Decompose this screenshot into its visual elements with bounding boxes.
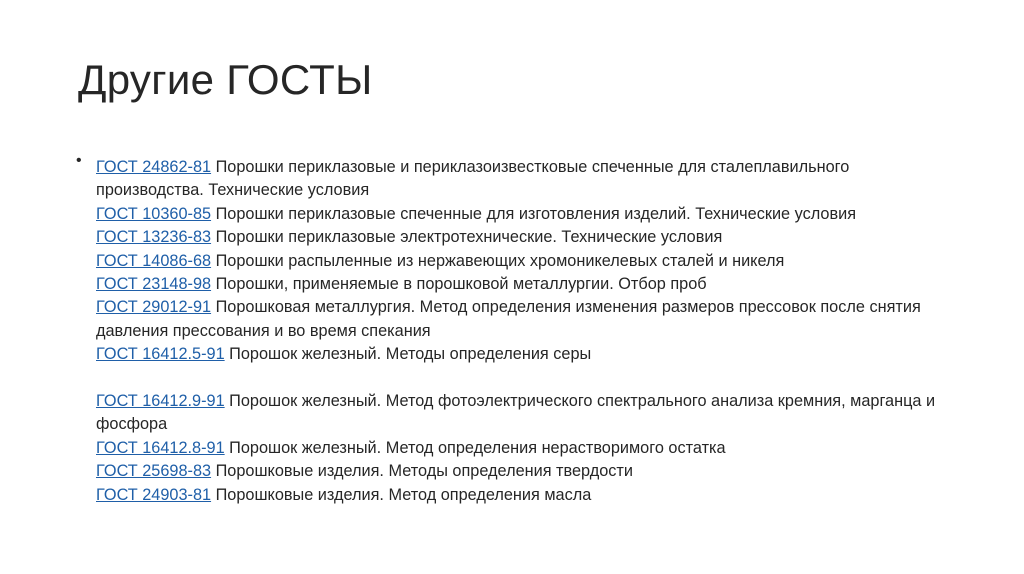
list-item — [96, 226, 946, 249]
gost-description: Порошки распыленные из нержавеющих хромоникелевых сталей и никеля — [211, 251, 785, 270]
list-item — [96, 250, 946, 273]
list-item — [96, 343, 946, 366]
page-title: Другие ГОСТЫ — [78, 56, 373, 103]
list-item — [96, 390, 946, 437]
gost-description: Порошковая металлургия. Метод определения изменения размеров прессовок после снятия давления прессования и во время спекания — [96, 298, 921, 340]
gost-description: Порошки, применяемые в порошковой металлургии. Отбор проб — [211, 275, 707, 294]
gost-description: Порошки периклазовые спеченные для изготовления изделий. Технические условия — [211, 204, 857, 223]
list-item — [96, 203, 946, 226]
gost-description: Порошок железный. Метод определения нерастворимого остатка — [224, 438, 726, 457]
gost-description: Порошок железный. Методы определения серы — [224, 345, 592, 364]
list-item — [96, 296, 946, 343]
gost-description: Порошковые изделия. Методы определения твердости — [211, 462, 633, 481]
gost-description: Порошки периклазовые и периклазоизвестковые спеченные для сталеплавильного производства. Технические условия — [96, 158, 850, 200]
gost-link[interactable]: ГОСТ 16412.5-91 — [96, 345, 225, 364]
gost-link[interactable]: ГОСТ 24903-81 — [96, 485, 212, 504]
gost-link[interactable]: ГОСТ 25698-83 — [96, 462, 212, 481]
gost-link[interactable]: ГОСТ 29012-91 — [96, 298, 212, 317]
gost-list — [96, 156, 946, 507]
bullet-marker: • — [76, 152, 82, 169]
list-item — [96, 156, 946, 203]
gost-link[interactable]: ГОСТ 24862-81 — [96, 158, 212, 176]
gost-description: Порошки периклазовые электротехнические. Технические условия — [211, 228, 723, 247]
list-item — [96, 273, 946, 296]
list-item — [96, 484, 946, 507]
gost-link[interactable]: ГОСТ 23148-98 — [96, 275, 212, 294]
gost-link[interactable]: ГОСТ 14086-68 — [96, 251, 212, 270]
gost-link[interactable]: ГОСТ 16412.8-91 — [96, 438, 225, 457]
gost-link[interactable]: ГОСТ 16412.9-91 — [96, 392, 225, 411]
blank-line — [96, 367, 946, 390]
gost-description: Порошок железный. Метод фотоэлектрического спектрального анализа кремния, марганца и фосфора — [96, 392, 936, 434]
gost-link[interactable]: ГОСТ 10360-85 — [96, 204, 212, 223]
list-item — [96, 460, 946, 483]
gost-link[interactable]: ГОСТ 13236-83 — [96, 228, 212, 247]
gost-description: Порошковые изделия. Метод определения масла — [211, 485, 592, 504]
list-item — [96, 437, 946, 460]
